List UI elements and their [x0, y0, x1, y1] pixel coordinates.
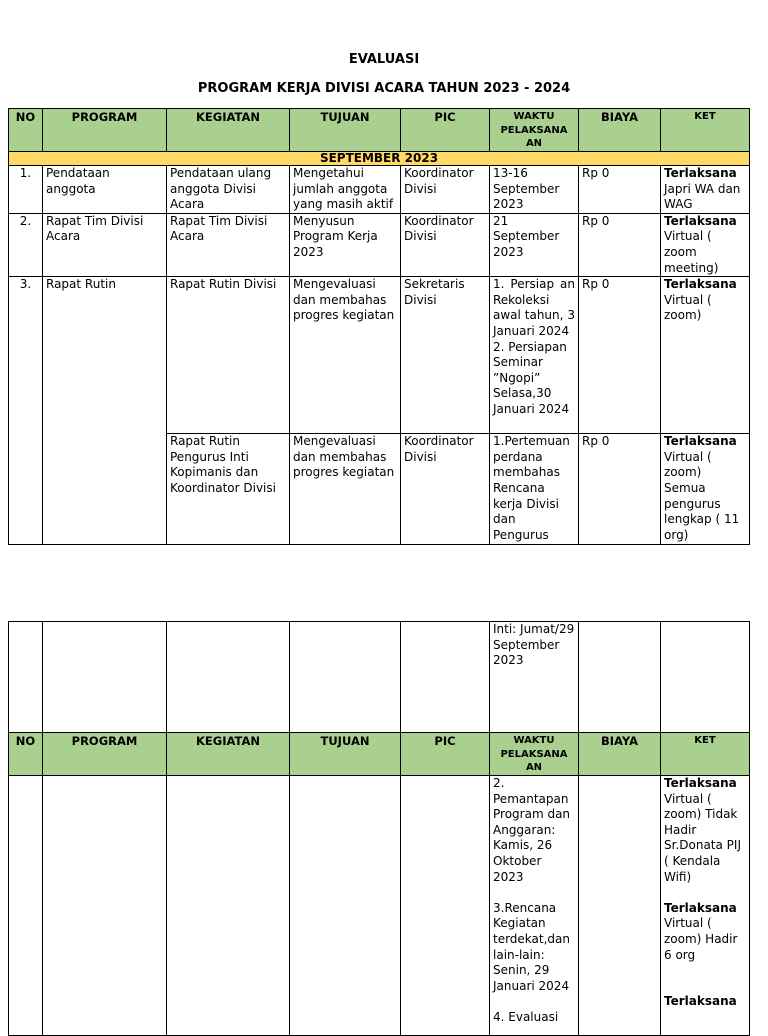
cell-pic: Sekretaris Divisi [401, 277, 490, 434]
cell-waktu: Inti: Jumat/29 September 2023 [490, 622, 579, 733]
table-row [9, 622, 750, 733]
cell-program: Pendataan anggota [43, 166, 167, 214]
header-kegiatan: KEGIATAN [167, 733, 290, 776]
cell-biaya: Rp 0 [579, 434, 661, 545]
cell-pic: Koordinator Divisi [401, 166, 490, 214]
cell-biaya [579, 622, 661, 733]
header-kegiatan: KEGIATAN [167, 109, 290, 152]
waktu-item: 3.Rencana Kegiatan terdekat,dan lain-lain: Senin, 29 Januari 2024 [493, 900, 570, 993]
ket-note: Virtual ( zoom) [664, 292, 712, 323]
waktu-item: 1. Persiap an Rekoleksi awal tahun, 3 Januari 2024 [493, 277, 575, 338]
cell-biaya: Rp 0 [579, 166, 661, 214]
cell-kegiatan: Pendataan ulang anggota Divisi Acara [167, 166, 290, 214]
cell-waktu: 21 September 2023 [490, 213, 579, 276]
table-row [9, 166, 750, 214]
cell-program: Rapat Rutin [43, 277, 167, 545]
ket-note: Japri WA dan WAG [664, 181, 741, 212]
ket-note: Virtual ( zoom) Semua pengurus lengkap ( 11 org) [664, 449, 740, 542]
ket-note: Virtual ( zoom meeting) [664, 229, 719, 275]
cell-tujuan [290, 622, 401, 733]
ket-status: Terlaksana [664, 994, 737, 1009]
header-no: NO [9, 109, 43, 152]
evaluation-table-page-1 [8, 108, 750, 545]
header-biaya: BIAYA [579, 733, 661, 776]
ket-status: Terlaksana [664, 166, 737, 180]
header-tujuan: TUJUAN [290, 733, 401, 776]
header-program: PROGRAM [43, 109, 167, 152]
evaluation-table-page-2 [8, 621, 750, 1036]
cell-pic: Koordinator Divisi [401, 213, 490, 276]
cell-waktu [490, 277, 579, 434]
cell-no [9, 776, 43, 1036]
header-row [9, 733, 750, 776]
header-tujuan: TUJUAN [290, 109, 401, 152]
cell-tujuan: Mengevaluasi dan membahas progres kegiatan [290, 434, 401, 545]
waktu-item: 4. Evaluasi [493, 1009, 559, 1024]
cell-waktu [490, 776, 579, 1036]
cell-no: 2. [9, 213, 43, 276]
month-label: SEPTEMBER 2023 [9, 152, 750, 166]
cell-tujuan [290, 776, 401, 1036]
cell-program [43, 776, 167, 1036]
document-title: EVALUASI [348, 52, 420, 67]
header-ket: KET [661, 109, 750, 152]
cell-ket [661, 166, 750, 214]
cell-ket [661, 776, 750, 1036]
cell-pic [401, 776, 490, 1036]
ket-status: Terlaksana [664, 277, 737, 292]
cell-kegiatan [167, 622, 290, 733]
cell-kegiatan: Rapat Rutin Pengurus Inti Kopimanis dan Koordinator Divisi [167, 434, 290, 545]
cell-biaya: Rp 0 [579, 277, 661, 434]
cell-program [43, 622, 167, 733]
header-ket: KET [661, 733, 750, 776]
cell-program: Rapat Tim Divisi Acara [43, 213, 167, 276]
ket-status: Terlaksana [664, 434, 737, 449]
header-row [9, 109, 750, 152]
cell-ket [661, 434, 750, 545]
cell-tujuan: Mengevaluasi dan membahas progres kegiatan [290, 277, 401, 434]
ket-note: Virtual ( zoom) Hadir 6 org [664, 916, 738, 962]
table-row [9, 213, 750, 276]
cell-waktu: 13-16 September 2023 [490, 166, 579, 214]
header-pic: PIC [401, 109, 490, 152]
ket-status: Terlaksana [664, 900, 737, 915]
cell-tujuan: Menyusun Program Kerja 2023 [290, 213, 401, 276]
cell-pic [401, 622, 490, 733]
cell-kegiatan [167, 776, 290, 1036]
cell-ket [661, 622, 750, 733]
cell-no: 1. [9, 166, 43, 214]
ket-note: Virtual ( zoom) Tidak Hadir Sr.Donata PIJ ( Kendala Wifi) [664, 791, 741, 884]
cell-no [9, 622, 43, 733]
table-row [9, 776, 750, 1036]
cell-kegiatan: Rapat Rutin Divisi [167, 277, 290, 434]
table-row [9, 277, 750, 434]
header-no: NO [9, 733, 43, 776]
month-row [9, 152, 750, 166]
cell-kegiatan: Rapat Tim Divisi Acara [167, 213, 290, 276]
cell-waktu: 1.Pertemuan perdana membahas Rencana kerja Divisi dan Pengurus [490, 434, 579, 545]
cell-biaya [579, 776, 661, 1036]
cell-biaya: Rp 0 [579, 213, 661, 276]
ket-status: Terlaksana [664, 776, 737, 790]
cell-ket [661, 213, 750, 276]
document-subtitle: PROGRAM KERJA DIVISI ACARA TAHUN 2023 - 2024 [197, 81, 571, 96]
cell-tujuan: Mengetahui jumlah anggota yang masih aktif [290, 166, 401, 214]
waktu-item: 2. Persiapan Seminar ”Ngopi” Selasa,30 Januari 2024 [493, 339, 570, 416]
cell-pic: Koordinator Divisi [401, 434, 490, 545]
header-waktu: WAKTU PELAKSANA AN [490, 733, 579, 776]
header-program: PROGRAM [43, 733, 167, 776]
header-waktu: WAKTU PELAKSANA AN [490, 109, 579, 152]
cell-no: 3. [9, 277, 43, 545]
header-pic: PIC [401, 733, 490, 776]
header-biaya: BIAYA [579, 109, 661, 152]
ket-status: Terlaksana [664, 213, 737, 228]
waktu-item: 2. Pemantapan Program dan Anggaran: Kamis, 26 Oktober 2023 [493, 776, 571, 884]
cell-ket [661, 277, 750, 434]
